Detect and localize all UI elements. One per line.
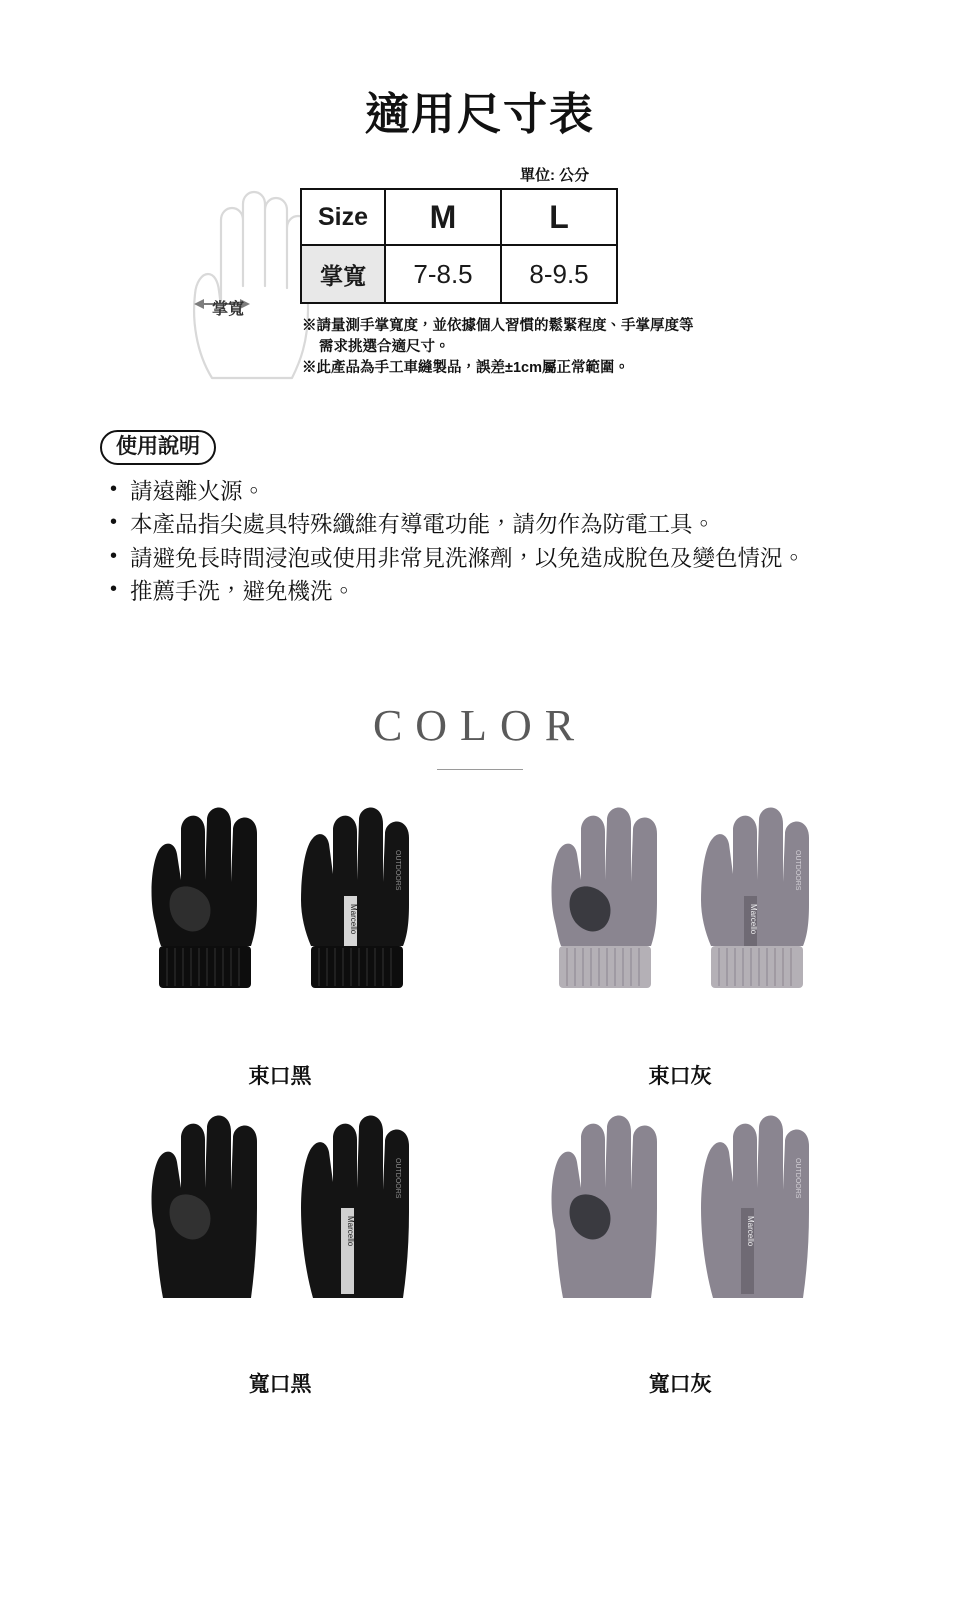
color-variant-caption: 束口灰 — [648, 1065, 712, 1089]
glove-image-ribbed-black — [115, 804, 445, 1054]
size-chart-section — [130, 167, 830, 406]
table-header-row — [301, 189, 617, 245]
size-note-1: ※請量測手掌寬度，並依據個人習慣的鬆緊程度、手掌厚度等 — [302, 318, 694, 334]
color-variant-caption: 寬口灰 — [648, 1373, 712, 1397]
list-item: • 請避免長時間浸泡或使用非常見洗滌劑，以免造成脫色及變色情況。 — [108, 542, 860, 575]
size-notes — [302, 316, 822, 379]
list-item: • 請遠離火源。 — [108, 475, 860, 508]
usage-list — [100, 475, 860, 608]
size-table — [300, 188, 618, 304]
color-section-heading: COLOR — [372, 701, 588, 751]
hand-width-label: 掌寬 — [212, 301, 245, 318]
header-size-m: M — [385, 189, 501, 245]
list-item: • 本產品指尖處具特殊纖維有導電功能，請勿作為防電工具。 — [108, 508, 860, 541]
glove-side-text: OUTDOORS — [394, 1158, 401, 1199]
header-size: Size — [301, 189, 385, 245]
glove-image-wide-grey — [515, 1112, 845, 1362]
row-label-palm-width: 掌寬 — [301, 245, 385, 303]
color-variant-caption: 束口黑 — [248, 1065, 312, 1089]
table-row — [301, 245, 617, 303]
unit-label: 單位: 公分 — [520, 167, 590, 184]
cell-palm-width-m: 7-8.5 — [385, 245, 501, 303]
divider — [437, 769, 523, 770]
usage-section — [100, 430, 860, 608]
page-title: 適用尺寸表 — [365, 90, 595, 139]
glove-brand-tag: Marcello — [346, 1216, 355, 1247]
glove-image-ribbed-grey — [515, 804, 845, 1054]
header-size-l: L — [501, 189, 617, 245]
glove-image-wide-black — [115, 1112, 445, 1362]
color-variant-wide-grey[interactable] — [480, 1112, 880, 1398]
glove-brand-tag: Marcello — [349, 904, 358, 935]
size-note-3: ※此產品為手工車縫製品，誤差±1cm屬正常範圍。 — [302, 360, 629, 377]
usage-heading: 使用說明 — [100, 430, 216, 465]
glove-side-text: OUTDOORS — [394, 850, 401, 891]
glove-side-text: OUTDOORS — [794, 850, 801, 891]
glove-side-text: OUTDOORS — [794, 1158, 801, 1199]
size-note-2: 需求挑選合適尺寸。 — [319, 339, 450, 356]
color-variant-ribbed-grey[interactable] — [480, 804, 880, 1090]
glove-brand-tag: Marcello — [746, 1216, 755, 1247]
list-item: • 推薦手洗，避免機洗。 — [108, 575, 860, 608]
color-variant-caption: 寬口黑 — [248, 1373, 312, 1397]
cell-palm-width-l: 8-9.5 — [501, 245, 617, 303]
color-variant-ribbed-black[interactable] — [80, 804, 480, 1090]
glove-brand-tag: Marcello — [749, 904, 758, 935]
color-variant-wide-black[interactable] — [80, 1112, 480, 1398]
color-variant-grid — [80, 804, 880, 1398]
